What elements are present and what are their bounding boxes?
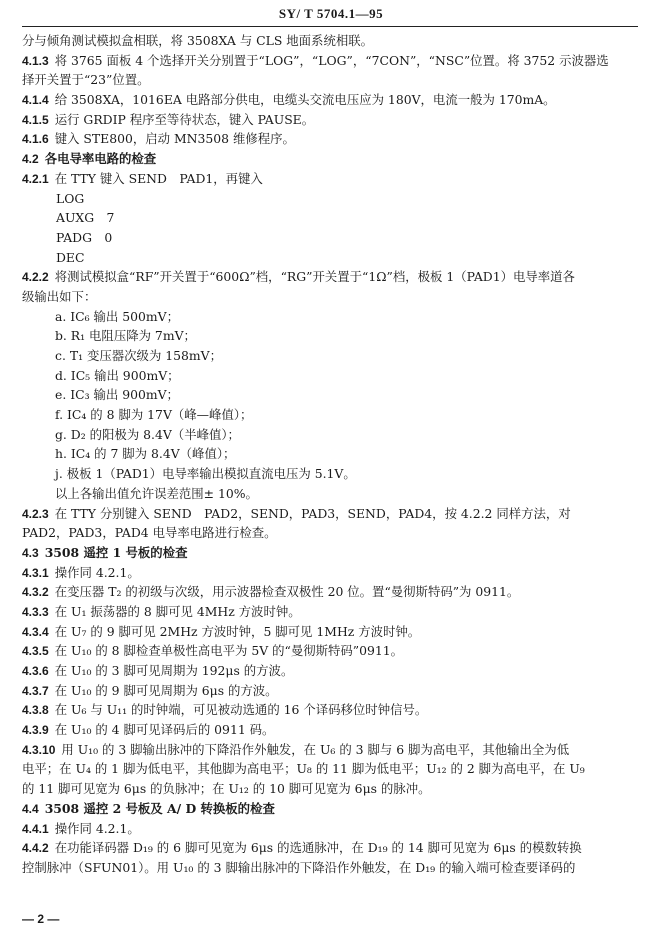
clause-text: 在 U₁₀ 的 3 脚可见周期为 192μs 的方波。 (54, 663, 294, 678)
clause-text: 在 TTY 键入 SEND PAD1，再键入 (54, 170, 263, 186)
clause-text: 以上各输出值允许误差范围± 10%。 (55, 485, 258, 501)
document-body (22, 31, 638, 878)
clause-text: 在 U₁₀ 的 4 脚可见译码后的 0911 码。 (54, 722, 275, 738)
text-line (22, 110, 638, 130)
text-line (22, 208, 638, 228)
clause-number: 4.2 (22, 152, 39, 167)
text-line (22, 307, 638, 327)
section-heading (22, 799, 638, 819)
clause-text: 电平；在 U₄ 的 1 脚为低电平，其他脚为高电平；U₈ 的 11 脚为低电平；U₁₂ 的 2 脚为高电平，在 U₉ (22, 761, 585, 777)
text-line (22, 700, 638, 720)
text-line (22, 405, 638, 425)
clause-text: 运行 GRDIP 程序至等待状态，键入 PAUSE。 (54, 111, 315, 127)
clause-number: 4.3.1 (22, 565, 49, 580)
section-heading (22, 149, 638, 169)
clause-text: PAD2，PAD3，PAD4 电导率电路进行检查。 (22, 525, 277, 541)
text-line (22, 189, 638, 209)
text-line (22, 31, 638, 51)
text-line (22, 346, 638, 366)
text-line (22, 504, 638, 524)
clause-text: c. T₁ 变压器次级为 158mV； (55, 348, 223, 363)
clause-number: 4.4 (22, 801, 39, 816)
clause-text: 在 U₁₀ 的 9 脚可见周期为 6μs 的方波。 (54, 682, 278, 698)
clause-text: f. IC₄ 的 8 脚为 17V（峰—峰值）； (55, 407, 253, 423)
clause-text: 级输出如下： (22, 288, 97, 304)
clause-text: 键入 STE800，启动 MN3508 维修程序。 (54, 131, 295, 147)
clause-number: 4.2.1 (22, 171, 49, 186)
clause-number: 4.1.5 (22, 112, 49, 127)
clause-number: 4.2.3 (22, 506, 49, 521)
clause-text: 将测试模拟盒“RF”开关置于“600Ω”档，“RG”开关置于“1Ω”档，极板 1（PAD1）电导率道各 (54, 269, 575, 285)
clause-text: 控制脉冲（SFUN01）。用 U₁₀ 的 3 脚输出脉冲的下降沿作外触发，在 D₁₉ 的输入端可检查要译码的 (22, 859, 576, 875)
clause-text: 择开关置于“23”位置。 (22, 72, 150, 88)
clause-text: 的 11 脚可见宽为 6μs 的负脉冲；在 U₁₂ 的 10 脚可见宽为 6μs 的脉冲。 (22, 781, 431, 797)
page-number: — 2 — (22, 912, 60, 926)
clause-number: 4.3.7 (22, 683, 49, 698)
text-line (22, 326, 638, 346)
clause-number: 4.1.4 (22, 93, 49, 108)
text-line (22, 248, 638, 268)
text-line (22, 129, 638, 149)
clause-number: 4.3.4 (22, 624, 49, 639)
text-line (22, 70, 638, 90)
text-line (22, 169, 638, 189)
text-line (22, 681, 638, 701)
clause-text: b. R₁ 电阻压降为 7mV； (55, 328, 196, 344)
clause-text: 在 U₆ 与 U₁₁ 的时钟端，可见被动选通的 16 个译码移位时钟信号。 (54, 702, 428, 718)
clause-text: 在 U₇ 的 9 脚可见 2MHz 方波时钟，5 脚可见 1MHz 方波时钟。 (54, 623, 421, 639)
text-line (22, 838, 638, 858)
text-line (22, 819, 638, 839)
header-rule (22, 26, 638, 27)
clause-text: 操作同 4.2.1。 (54, 820, 140, 836)
text-line (22, 779, 638, 799)
clause-text: 在功能译码器 D₁₉ 的 6 脚可见宽为 6μs 的选通脉冲，在 D₁₉ 的 14 脚可见宽为 6μs 的模数转换 (54, 840, 582, 856)
clause-text: 在变压器 T₂ 的初级与次级，用示波器检查双极性 20 位。置“曼彻斯特码”为 0911。 (54, 584, 520, 600)
clause-number: 4.3.6 (22, 664, 49, 678)
clause-text: 各电导率电路的检查 (44, 151, 157, 167)
text-line (22, 622, 638, 642)
clause-number: 4.3.2 (22, 585, 49, 600)
text-line (22, 661, 638, 681)
clause-number: 4.3.3 (22, 604, 49, 619)
text-line (22, 582, 638, 602)
text-line (22, 464, 638, 484)
text-line (22, 90, 638, 110)
clause-text: 3508 遥控 2 号板及 A/ D 转换板的检查 (44, 800, 275, 816)
clause-text: 给 3508XA，1016EA 电路部分供电，电缆头交流电压应为 180V，电流一般为 170mA。 (54, 92, 556, 108)
text-line (22, 759, 638, 779)
clause-text: d. IC₅ 输出 900mV； (55, 367, 180, 383)
text-line (22, 740, 638, 760)
clause-number: 4.3.9 (22, 723, 49, 738)
clause-number: 4.4.1 (22, 821, 49, 836)
clause-text: LOG (56, 190, 85, 206)
text-line (22, 444, 638, 464)
text-line (22, 267, 638, 287)
clause-text: PADG 0 (56, 229, 113, 245)
clause-text: 分与倾角测试模拟盒相联，将 3508XA 与 CLS 地面系统相联。 (22, 33, 374, 48)
clause-number: 4.2.2 (22, 270, 49, 285)
text-line (22, 858, 638, 878)
clause-text: g. D₂ 的阳极为 8.4V（半峰值）； (55, 426, 240, 442)
text-line (22, 602, 638, 622)
clause-text: h. IC₄ 的 7 脚为 8.4V（峰值）； (55, 446, 236, 462)
text-line (22, 366, 638, 386)
clause-number: 4.1.3 (22, 53, 49, 68)
clause-text: 在 U₁ 振荡器的 8 脚可见 4MHz 方波时钟。 (54, 603, 301, 619)
clause-text: DEC (56, 249, 85, 265)
text-line (22, 484, 638, 504)
clause-text: 在 TTY 分别键入 SEND PAD2，SEND，PAD3，SEND，PAD4，按 4.2.2 同样方法，对 (54, 505, 571, 521)
clause-number: 4.3.8 (22, 703, 49, 718)
text-line (22, 228, 638, 248)
clause-text: 操作同 4.2.1。 (54, 564, 140, 580)
clause-text: 3508 遥控 1 号板的检查 (44, 544, 188, 560)
text-line (22, 51, 638, 71)
clause-text: 在 U₁₀ 的 8 脚检查单极性高电平为 5V 的“曼彻斯特码”0911。 (54, 643, 404, 659)
text-line (22, 385, 638, 405)
clause-text: 将 3765 面板 4 个选择开关分别置于“LOG”，“LOG”，“7CON”，“NSC”位置。将 3752 示波器选 (54, 52, 609, 68)
text-line (22, 720, 638, 740)
section-heading (22, 543, 638, 563)
text-line (22, 641, 638, 661)
clause-number: 4.3.10 (22, 742, 56, 757)
clause-number: 4.3.5 (22, 644, 49, 659)
clause-number: 4.1.6 (22, 132, 49, 147)
clause-number: 4.4.2 (22, 841, 49, 856)
clause-number: 4.3 (22, 545, 39, 560)
text-line (22, 563, 638, 583)
page-header: SY/ T 5704.1—95 (278, 6, 384, 21)
clause-text: a. IC₆ 输出 500mV； (55, 308, 180, 324)
text-line (22, 425, 638, 445)
text-line (22, 287, 638, 307)
clause-text: e. IC₃ 输出 900mV； (55, 387, 179, 403)
text-line (22, 523, 638, 543)
clause-text: j. 极板 1（PAD1）电导率输出模拟直流电压为 5.1V。 (55, 466, 356, 482)
clause-text: 用 U₁₀ 的 3 脚输出脉冲的下降沿作外触发，在 U₆ 的 3 脚与 6 脚为高电平，其他输出全为低 (61, 741, 570, 757)
clause-text: AUXG 7 (56, 210, 115, 226)
